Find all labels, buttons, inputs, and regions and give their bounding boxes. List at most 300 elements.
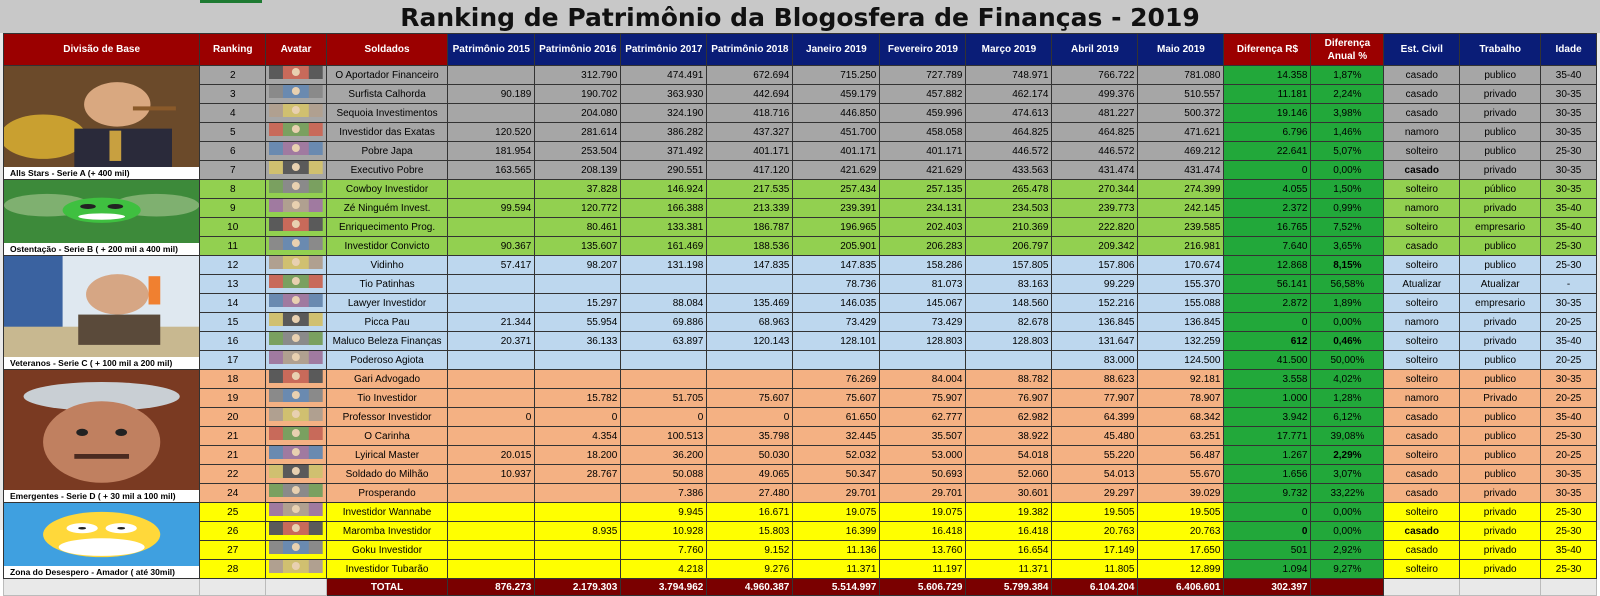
diferenca-value: 56.141 xyxy=(1224,275,1311,294)
patrimonio-value: 77.907 xyxy=(1052,389,1138,408)
diferenca-anual-value: 9,27% xyxy=(1311,560,1384,579)
patrimonio-value: 188.536 xyxy=(707,237,793,256)
patrimonio-value: 54.013 xyxy=(1052,465,1138,484)
trabalho-value: privado xyxy=(1460,484,1541,503)
idade-value: 30-35 xyxy=(1541,370,1597,389)
patrimonio-value xyxy=(448,351,535,370)
patrimonio-value: 20.371 xyxy=(448,332,535,351)
ranking-cell: 2 xyxy=(200,66,266,85)
patrimonio-value: 446.572 xyxy=(966,142,1052,161)
patrimonio-value: 161.469 xyxy=(621,237,707,256)
diferenca-anual-value: 0,46% xyxy=(1311,332,1384,351)
diferenca-value: 1.656 xyxy=(1224,465,1311,484)
patrimonio-value: 61.650 xyxy=(793,408,880,427)
header-patrimonio-2018: Patrimônio 2018 xyxy=(707,34,793,66)
patrimonio-value: 469.212 xyxy=(1138,142,1224,161)
patrimonio-value: 481.227 xyxy=(1052,104,1138,123)
table-row xyxy=(4,123,1597,142)
total-value: 302.397 xyxy=(1224,579,1311,596)
avatar xyxy=(266,332,327,351)
idade-value: 25-30 xyxy=(1541,256,1597,275)
patrimonio-value xyxy=(448,503,535,522)
patrimonio-value xyxy=(448,560,535,579)
patrimonio-value: 35.507 xyxy=(880,427,966,446)
soldado-name: Picca Pau xyxy=(326,313,447,332)
patrimonio-value: 16.399 xyxy=(793,522,880,541)
patrimonio-value xyxy=(448,218,535,237)
patrimonio-value: 92.181 xyxy=(1138,370,1224,389)
ranking-cell: 28 xyxy=(200,560,266,579)
diferenca-value: 1.267 xyxy=(1224,446,1311,465)
patrimonio-value: 64.399 xyxy=(1052,408,1138,427)
table-row xyxy=(4,408,1597,427)
patrimonio-value: 457.882 xyxy=(880,85,966,104)
patrimonio-value: 145.067 xyxy=(880,294,966,313)
patrimonio-value: 55.954 xyxy=(535,313,621,332)
avatar xyxy=(266,465,327,484)
patrimonio-value: 135.607 xyxy=(535,237,621,256)
diferenca-value: 1.094 xyxy=(1224,560,1311,579)
idade-value: 30-35 xyxy=(1541,465,1597,484)
idade-value: 25-30 xyxy=(1541,560,1597,579)
diferenca-anual-value: 0,00% xyxy=(1311,503,1384,522)
soldado-name: Tio Investidor xyxy=(326,389,447,408)
total-value: 5.799.384 xyxy=(966,579,1052,596)
avatar xyxy=(266,389,327,408)
patrimonio-value xyxy=(535,503,621,522)
table-row xyxy=(4,313,1597,332)
ranking-cell: 21 xyxy=(200,427,266,446)
patrimonio-value: 76.907 xyxy=(966,389,1052,408)
patrimonio-value: 213.339 xyxy=(707,199,793,218)
patrimonio-value: 19.505 xyxy=(1138,503,1224,522)
ranking-table xyxy=(3,33,1597,596)
trabalho-value: privado xyxy=(1460,199,1541,218)
patrimonio-value: 120.772 xyxy=(535,199,621,218)
patrimonio-value: 20.015 xyxy=(448,446,535,465)
division-label: Zona do Desespero - Amador ( até 30mil) xyxy=(10,567,175,577)
header-fevereiro-2019: Fevereiro 2019 xyxy=(880,34,966,66)
diferenca-anual-value: 3,98% xyxy=(1311,104,1384,123)
patrimonio-value: 217.535 xyxy=(707,180,793,199)
trabalho-value: privado xyxy=(1460,104,1541,123)
trabalho-value: publico xyxy=(1460,427,1541,446)
patrimonio-value: 55.220 xyxy=(1052,446,1138,465)
soldado-name: O Aportador Financeiro xyxy=(326,66,447,85)
soldado-name: Cowboy Investidor xyxy=(326,180,447,199)
patrimonio-value: 20.763 xyxy=(1052,522,1138,541)
header-diferenca-rs: Diferença R$ xyxy=(1224,34,1311,66)
patrimonio-value: 55.670 xyxy=(1138,465,1224,484)
diferenca-value: 3.558 xyxy=(1224,370,1311,389)
diferenca-value: 1.000 xyxy=(1224,389,1311,408)
patrimonio-value: 63.897 xyxy=(621,332,707,351)
patrimonio-value: 11.197 xyxy=(880,560,966,579)
est-civil-value: casado xyxy=(1384,427,1460,446)
patrimonio-value: 8.935 xyxy=(535,522,621,541)
patrimonio-value xyxy=(448,104,535,123)
patrimonio-value: 100.513 xyxy=(621,427,707,446)
patrimonio-value xyxy=(535,484,621,503)
division-cell xyxy=(4,503,200,579)
trabalho-value: privado xyxy=(1460,161,1541,180)
est-civil-value: solteiro xyxy=(1384,256,1460,275)
soldado-name: Soldado do Milhão xyxy=(326,465,447,484)
idade-value: 20-25 xyxy=(1541,446,1597,465)
patrimonio-value: 270.344 xyxy=(1052,180,1138,199)
patrimonio-value: 11.371 xyxy=(793,560,880,579)
ranking-cell: 6 xyxy=(200,142,266,161)
patrimonio-value: 27.480 xyxy=(707,484,793,503)
patrimonio-value: 73.429 xyxy=(793,313,880,332)
ranking-cell: 13 xyxy=(200,275,266,294)
avatar xyxy=(266,446,327,465)
ranking-cell: 16 xyxy=(200,332,266,351)
patrimonio-value xyxy=(621,275,707,294)
patrimonio-value: 206.283 xyxy=(880,237,966,256)
ranking-cell: 14 xyxy=(200,294,266,313)
est-civil-value: casado xyxy=(1384,522,1460,541)
soldado-name: Executivo Pobre xyxy=(326,161,447,180)
avatar xyxy=(266,427,327,446)
patrimonio-value: 147.835 xyxy=(793,256,880,275)
diferenca-value: 9.732 xyxy=(1224,484,1311,503)
patrimonio-value: 401.171 xyxy=(707,142,793,161)
patrimonio-value: 324.190 xyxy=(621,104,707,123)
patrimonio-value xyxy=(707,351,793,370)
idade-value: 35-40 xyxy=(1541,408,1597,427)
patrimonio-value: 39.029 xyxy=(1138,484,1224,503)
patrimonio-value: 131.647 xyxy=(1052,332,1138,351)
ranking-cell: 18 xyxy=(200,370,266,389)
division-label: Alls Stars - Serie A (+ 400 mil) xyxy=(10,168,130,178)
ranking-cell: 25 xyxy=(200,503,266,522)
patrimonio-value: 781.080 xyxy=(1138,66,1224,85)
soldado-name: Pobre Japa xyxy=(326,142,447,161)
blank-cell xyxy=(4,579,200,596)
soldado-name: Enriquecimento Prog. xyxy=(326,218,447,237)
patrimonio-value: 155.370 xyxy=(1138,275,1224,294)
division-label: Emergentes - Serie D ( + 30 mil a 100 mil) xyxy=(10,491,176,501)
patrimonio-value: 136.845 xyxy=(1052,313,1138,332)
diferenca-value: 19.146 xyxy=(1224,104,1311,123)
patrimonio-value: 163.565 xyxy=(448,161,535,180)
ranking-cell: 15 xyxy=(200,313,266,332)
patrimonio-value: 474.491 xyxy=(621,66,707,85)
patrimonio-value: 7.386 xyxy=(621,484,707,503)
patrimonio-value: 471.621 xyxy=(1138,123,1224,142)
total-value: 5.606.729 xyxy=(880,579,966,596)
patrimonio-value: 120.520 xyxy=(448,123,535,142)
diferenca-value: 2.372 xyxy=(1224,199,1311,218)
patrimonio-value: 128.101 xyxy=(793,332,880,351)
patrimonio-value: 0 xyxy=(707,408,793,427)
avatar xyxy=(266,85,327,104)
diferenca-anual-value: 39,08% xyxy=(1311,427,1384,446)
patrimonio-value: 78.907 xyxy=(1138,389,1224,408)
est-civil-value: solteiro xyxy=(1384,294,1460,313)
trabalho-value: privado xyxy=(1460,313,1541,332)
avatar xyxy=(266,66,327,85)
ranking-cell: 26 xyxy=(200,522,266,541)
patrimonio-value: 99.594 xyxy=(448,199,535,218)
avatar xyxy=(266,484,327,503)
division-cell xyxy=(4,370,200,503)
header-soldados: Soldados xyxy=(326,34,447,66)
patrimonio-value: 281.614 xyxy=(535,123,621,142)
total-value: 5.514.997 xyxy=(793,579,880,596)
patrimonio-value: 186.787 xyxy=(707,218,793,237)
patrimonio-value: 464.825 xyxy=(1052,123,1138,142)
trabalho-value: público xyxy=(1460,180,1541,199)
patrimonio-value: 202.403 xyxy=(880,218,966,237)
est-civil-value: solteiro xyxy=(1384,332,1460,351)
division-cell xyxy=(4,66,200,180)
patrimonio-value: 148.560 xyxy=(966,294,1052,313)
header-patrimonio-2015: Patrimônio 2015 xyxy=(448,34,535,66)
avatar xyxy=(266,522,327,541)
patrimonio-value: 63.251 xyxy=(1138,427,1224,446)
patrimonio-value: 50.693 xyxy=(880,465,966,484)
patrimonio-value: 274.399 xyxy=(1138,180,1224,199)
total-value: 4.960.387 xyxy=(707,579,793,596)
est-civil-value: casado xyxy=(1384,161,1460,180)
soldado-name: Goku Investidor xyxy=(326,541,447,560)
patrimonio-value xyxy=(448,275,535,294)
trabalho-value: privado xyxy=(1460,503,1541,522)
trabalho-value: publico xyxy=(1460,237,1541,256)
diferenca-anual-value: 6,12% xyxy=(1311,408,1384,427)
ranking-cell: 22 xyxy=(200,465,266,484)
patrimonio-value: 196.965 xyxy=(793,218,880,237)
patrimonio-value: 152.216 xyxy=(1052,294,1138,313)
patrimonio-value: 88.782 xyxy=(966,370,1052,389)
patrimonio-value: 19.075 xyxy=(793,503,880,522)
patrimonio-value: 17.650 xyxy=(1138,541,1224,560)
table-row xyxy=(4,446,1597,465)
patrimonio-value: 371.492 xyxy=(621,142,707,161)
idade-value: 25-30 xyxy=(1541,522,1597,541)
est-civil-value: solteiro xyxy=(1384,218,1460,237)
est-civil-value: casado xyxy=(1384,408,1460,427)
header-ranking: Ranking xyxy=(200,34,266,66)
diferenca-anual-value: 1,28% xyxy=(1311,389,1384,408)
table-row xyxy=(4,541,1597,560)
patrimonio-value: 431.474 xyxy=(1052,161,1138,180)
ranking-cell: 24 xyxy=(200,484,266,503)
patrimonio-value: 36.133 xyxy=(535,332,621,351)
total-empty xyxy=(1311,579,1384,596)
ranking-cell: 4 xyxy=(200,104,266,123)
patrimonio-value: 510.557 xyxy=(1138,85,1224,104)
trabalho-value: publico xyxy=(1460,142,1541,161)
patrimonio-value: 181.954 xyxy=(448,142,535,161)
division-label: Ostentação - Serie B ( + 200 mil a 400 mil) xyxy=(10,244,178,254)
patrimonio-value: 672.694 xyxy=(707,66,793,85)
ranking-cell: 7 xyxy=(200,161,266,180)
table-row xyxy=(4,370,1597,389)
diferenca-value: 0 xyxy=(1224,161,1311,180)
patrimonio-value: 15.782 xyxy=(535,389,621,408)
patrimonio-value: 206.797 xyxy=(966,237,1052,256)
patrimonio-value: 50.030 xyxy=(707,446,793,465)
header-marco-2019: Março 2019 xyxy=(966,34,1052,66)
diferenca-anual-value: 2,29% xyxy=(1311,446,1384,465)
idade-value: - xyxy=(1541,275,1597,294)
est-civil-value: namoro xyxy=(1384,199,1460,218)
patrimonio-value: 17.149 xyxy=(1052,541,1138,560)
est-civil-value: namoro xyxy=(1384,313,1460,332)
diferenca-value: 11.181 xyxy=(1224,85,1311,104)
avatar xyxy=(266,503,327,522)
ranking-cell: 9 xyxy=(200,199,266,218)
diferenca-value: 4.055 xyxy=(1224,180,1311,199)
patrimonio-value: 0 xyxy=(448,408,535,427)
patrimonio-value xyxy=(880,351,966,370)
patrimonio-value: 242.145 xyxy=(1138,199,1224,218)
patrimonio-value: 9.276 xyxy=(707,560,793,579)
table-row xyxy=(4,199,1597,218)
patrimonio-value: 69.886 xyxy=(621,313,707,332)
diferenca-value: 0 xyxy=(1224,522,1311,541)
avatar xyxy=(266,313,327,332)
trabalho-value: privado xyxy=(1460,332,1541,351)
avatar xyxy=(266,237,327,256)
header-abril-2019: Abril 2019 xyxy=(1052,34,1138,66)
patrimonio-value xyxy=(535,560,621,579)
soldado-name: Investidor Wannabe xyxy=(326,503,447,522)
total-value: 3.794.962 xyxy=(621,579,707,596)
patrimonio-value: 29.701 xyxy=(880,484,966,503)
diferenca-anual-value: 1,87% xyxy=(1311,66,1384,85)
patrimonio-value: 28.767 xyxy=(535,465,621,484)
patrimonio-value: 75.607 xyxy=(707,389,793,408)
patrimonio-value xyxy=(793,351,880,370)
idade-value: 30-35 xyxy=(1541,180,1597,199)
patrimonio-value: 446.850 xyxy=(793,104,880,123)
patrimonio-value: 222.820 xyxy=(1052,218,1138,237)
header-divisao: Divisão de Base xyxy=(4,34,200,66)
soldado-name: Vidinho xyxy=(326,256,447,275)
est-civil-value: casado xyxy=(1384,85,1460,104)
patrimonio-value: 11.805 xyxy=(1052,560,1138,579)
patrimonio-value: 10.928 xyxy=(621,522,707,541)
idade-value: 35-40 xyxy=(1541,541,1597,560)
patrimonio-value xyxy=(448,294,535,313)
patrimonio-value: 32.445 xyxy=(793,427,880,446)
diferenca-anual-value: 1,89% xyxy=(1311,294,1384,313)
header-patrimonio-2017: Patrimônio 2017 xyxy=(621,34,707,66)
trabalho-value: publico xyxy=(1460,408,1541,427)
patrimonio-value: 68.963 xyxy=(707,313,793,332)
patrimonio-value: 499.376 xyxy=(1052,85,1138,104)
blank-cell xyxy=(1460,579,1541,596)
patrimonio-value: 19.505 xyxy=(1052,503,1138,522)
patrimonio-value: 155.088 xyxy=(1138,294,1224,313)
patrimonio-value xyxy=(621,351,707,370)
ranking-cell: 5 xyxy=(200,123,266,142)
patrimonio-value: 7.760 xyxy=(621,541,707,560)
diferenca-anual-value: 5,07% xyxy=(1311,142,1384,161)
soldado-name: Investidor Tubarão xyxy=(326,560,447,579)
table-row xyxy=(4,351,1597,370)
patrimonio-value: 35.798 xyxy=(707,427,793,446)
table-row xyxy=(4,484,1597,503)
patrimonio-value: 239.391 xyxy=(793,199,880,218)
avatar xyxy=(266,199,327,218)
patrimonio-value: 11.371 xyxy=(966,560,1052,579)
patrimonio-value: 81.073 xyxy=(880,275,966,294)
patrimonio-value: 83.163 xyxy=(966,275,1052,294)
patrimonio-value: 29.297 xyxy=(1052,484,1138,503)
patrimonio-value: 257.135 xyxy=(880,180,966,199)
idade-value: 35-40 xyxy=(1541,332,1597,351)
soldado-name: Zé Ninguém Invest. xyxy=(326,199,447,218)
patrimonio-value: 727.789 xyxy=(880,66,966,85)
patrimonio-value: 464.825 xyxy=(966,123,1052,142)
avatar xyxy=(266,256,327,275)
patrimonio-value: 54.018 xyxy=(966,446,1052,465)
table-row xyxy=(4,522,1597,541)
ranking-body xyxy=(4,66,1597,596)
diferenca-anual-value: 1,50% xyxy=(1311,180,1384,199)
table-row xyxy=(4,560,1597,579)
header-patrimonio-2016: Patrimônio 2016 xyxy=(535,34,621,66)
patrimonio-value: 386.282 xyxy=(621,123,707,142)
patrimonio-value xyxy=(966,351,1052,370)
idade-value: 20-25 xyxy=(1541,389,1597,408)
patrimonio-value: 157.805 xyxy=(966,256,1052,275)
soldado-name: Lawyer Investidor xyxy=(326,294,447,313)
blank-cell xyxy=(1541,579,1597,596)
est-civil-value: solteiro xyxy=(1384,351,1460,370)
patrimonio-value: 38.922 xyxy=(966,427,1052,446)
patrimonio-value: 98.207 xyxy=(535,256,621,275)
est-civil-value: casado xyxy=(1384,104,1460,123)
diferenca-value: 0 xyxy=(1224,503,1311,522)
diferenca-anual-value: 56,58% xyxy=(1311,275,1384,294)
patrimonio-value: 462.174 xyxy=(966,85,1052,104)
table-row xyxy=(4,465,1597,484)
trabalho-value: privado xyxy=(1460,541,1541,560)
patrimonio-value: 19.382 xyxy=(966,503,1052,522)
patrimonio-value: 131.198 xyxy=(621,256,707,275)
diferenca-anual-value: 50,00% xyxy=(1311,351,1384,370)
total-value: 6.406.601 xyxy=(1138,579,1224,596)
patrimonio-value: 401.171 xyxy=(793,142,880,161)
patrimonio-value: 75.607 xyxy=(793,389,880,408)
soldado-name: Maluco Beleza Finanças xyxy=(326,332,447,351)
trabalho-value: publico xyxy=(1460,370,1541,389)
patrimonio-value: 78.736 xyxy=(793,275,880,294)
patrimonio-value: 157.806 xyxy=(1052,256,1138,275)
division-cell xyxy=(4,180,200,256)
total-value: 2.179.303 xyxy=(535,579,621,596)
patrimonio-value: 15.297 xyxy=(535,294,621,313)
patrimonio-value: 9.945 xyxy=(621,503,707,522)
patrimonio-value: 204.080 xyxy=(535,104,621,123)
patrimonio-value: 431.474 xyxy=(1138,161,1224,180)
avatar xyxy=(266,294,327,313)
idade-value: 20-25 xyxy=(1541,351,1597,370)
patrimonio-value: 88.084 xyxy=(621,294,707,313)
patrimonio-value: 239.585 xyxy=(1138,218,1224,237)
patrimonio-value: 90.189 xyxy=(448,85,535,104)
patrimonio-value: 16.418 xyxy=(966,522,1052,541)
patrimonio-value xyxy=(448,66,535,85)
patrimonio-value: 135.469 xyxy=(707,294,793,313)
patrimonio-value: 208.139 xyxy=(535,161,621,180)
